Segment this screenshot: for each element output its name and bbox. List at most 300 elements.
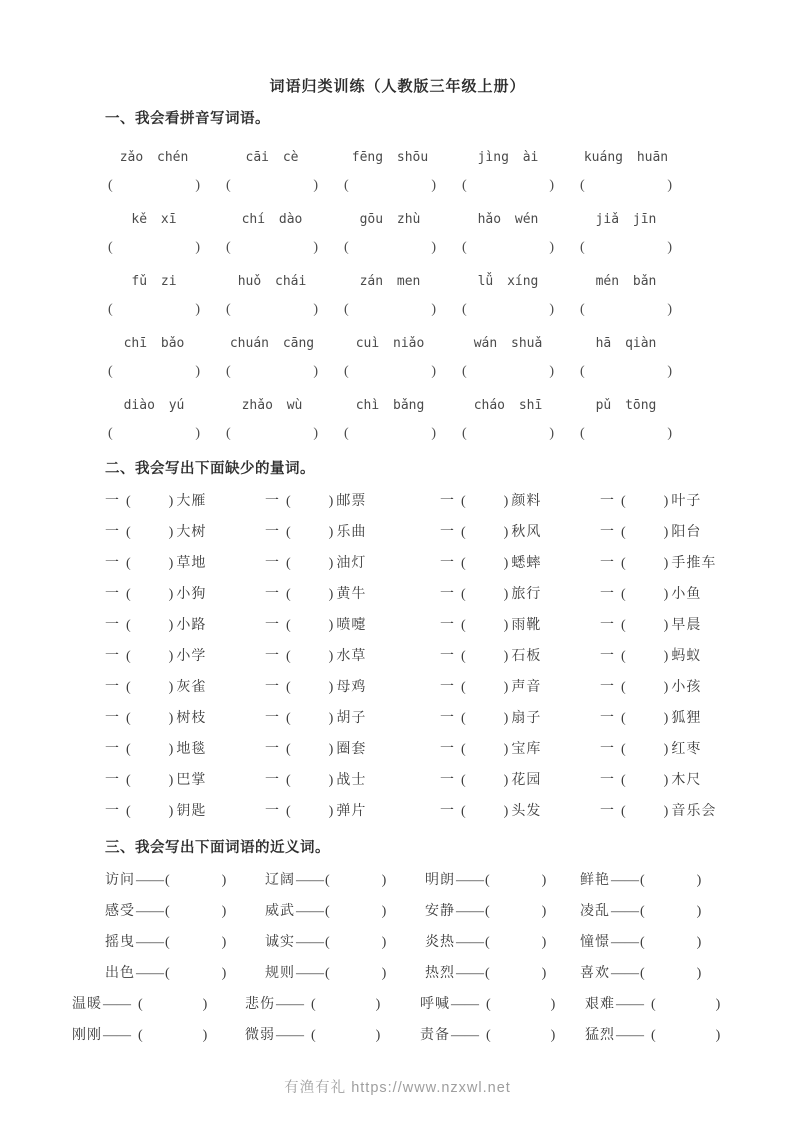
paren-close: ) (381, 935, 387, 950)
noun-label: 战士 (336, 773, 367, 788)
paren-open: ( (311, 1028, 316, 1043)
answer-blank (126, 523, 173, 543)
paren-open: ( (461, 742, 466, 757)
paren-open: ( (138, 997, 143, 1012)
blank-row (72, 176, 723, 196)
paren-close: ) (503, 525, 509, 540)
paren-close: ) (221, 873, 227, 888)
paren-open: ( (311, 997, 316, 1012)
noun-label: 阳台 (671, 525, 702, 540)
paren-open: ( (640, 904, 645, 919)
dash: —— (276, 997, 304, 1012)
paren-open: ( (226, 364, 231, 379)
answer-blank (126, 678, 173, 698)
paren-open: ( (286, 649, 291, 664)
one-prefix: 一 (265, 494, 279, 509)
one-prefix: 一 (105, 680, 119, 695)
noun-label: 颜料 (511, 494, 542, 509)
word-label: 安静 (425, 904, 455, 919)
paren-close: ) (715, 997, 721, 1012)
paren-open: ( (621, 556, 626, 571)
one-prefix: 一 (440, 680, 454, 695)
pinyin-row-pair (72, 272, 723, 320)
paren-close: ) (541, 935, 547, 950)
dash: —— (451, 1028, 479, 1043)
measure-word-item (105, 523, 265, 543)
answer-blank (621, 523, 668, 543)
paren-open: ( (325, 873, 330, 888)
section3-heading: 三、我会写出下面词语的近义词。 (105, 840, 330, 856)
word-label: 摇曳 (105, 935, 135, 950)
paren-open: ( (486, 997, 491, 1012)
one-prefix: 一 (265, 556, 279, 571)
noun-label: 胡子 (336, 711, 367, 726)
measure-word-row (72, 523, 723, 543)
one-prefix: 一 (265, 742, 279, 757)
one-prefix: 一 (105, 618, 119, 633)
one-prefix: 一 (265, 804, 279, 819)
paren-open: ( (651, 997, 656, 1012)
answer-blank (580, 176, 672, 196)
answer-blank (344, 238, 436, 258)
noun-label: 声音 (511, 680, 542, 695)
dash: —— (296, 873, 324, 888)
paren-close: ) (715, 1028, 721, 1043)
synonym-item (245, 995, 420, 1015)
pinyin-word: huǒ chái (237, 274, 307, 289)
measure-word-item (440, 740, 600, 760)
noun-label: 宝库 (511, 742, 542, 757)
dash: —— (456, 904, 484, 919)
paren-open: ( (621, 680, 626, 695)
one-prefix: 一 (440, 711, 454, 726)
paren-open: ( (485, 935, 490, 950)
word-label: 猛烈 (585, 1028, 615, 1043)
paren-open: ( (485, 904, 490, 919)
noun-label: 黄牛 (336, 587, 367, 602)
answer-blank (621, 554, 668, 574)
paren-close: ) (503, 680, 509, 695)
paren-close: ) (381, 904, 387, 919)
paren-open: ( (226, 302, 231, 317)
answer-blank (165, 902, 226, 922)
page-title: 词语归类训练（人教版三年级上册） (269, 79, 526, 95)
dash: —— (136, 904, 164, 919)
synonym-item (420, 995, 585, 1015)
measure-word-item (440, 523, 600, 543)
paren-close: ) (663, 649, 669, 664)
synonym-item (105, 902, 265, 922)
answer-blank (461, 740, 508, 760)
pinyin-word: kě xī (131, 212, 177, 227)
answer-blank (286, 771, 333, 791)
paren-open: ( (580, 240, 585, 255)
answer-blank (621, 771, 668, 791)
noun-label: 蟋蟀 (511, 556, 542, 571)
one-prefix: 一 (440, 649, 454, 664)
answer-blank (580, 424, 672, 444)
word-label: 访问 (105, 873, 135, 888)
synonym-item (265, 933, 425, 953)
paren-close: ) (663, 587, 669, 602)
paren-close: ) (431, 302, 436, 317)
paren-close: ) (550, 1028, 556, 1043)
measure-word-row (72, 647, 723, 667)
noun-label: 草地 (176, 556, 207, 571)
blank-row (72, 238, 723, 258)
word-label: 规则 (265, 966, 295, 981)
paren-close: ) (168, 587, 174, 602)
answer-blank (344, 424, 436, 444)
answer-blank (126, 554, 173, 574)
noun-label: 音乐会 (671, 804, 717, 819)
paren-close: ) (663, 525, 669, 540)
paren-close: ) (541, 966, 547, 981)
measure-word-item (105, 802, 265, 822)
pinyin-row-pair (72, 210, 723, 258)
measure-word-item (440, 585, 600, 605)
pinyin-word: chī bǎo (123, 336, 185, 351)
answer-blank (461, 492, 508, 512)
answer-blank (621, 585, 668, 605)
noun-label: 红枣 (671, 742, 702, 757)
paren-open: ( (621, 773, 626, 788)
paren-close: ) (221, 904, 227, 919)
noun-label: 头发 (511, 804, 542, 819)
paren-open: ( (485, 873, 490, 888)
paren-close: ) (195, 302, 200, 317)
answer-blank (108, 424, 200, 444)
answer-blank (132, 995, 207, 1015)
answer-blank (485, 964, 546, 984)
answer-blank (165, 964, 226, 984)
measure-word-item (440, 554, 600, 574)
word-label: 辽阔 (265, 873, 295, 888)
paren-open: ( (286, 742, 291, 757)
measure-word-item (265, 647, 440, 667)
measure-word-item (105, 678, 265, 698)
pinyin-word: jiǎ jīn (595, 212, 657, 227)
paren-close: ) (168, 711, 174, 726)
measure-word-item (440, 771, 600, 791)
measure-word-item (105, 740, 265, 760)
measure-word-item (600, 678, 723, 698)
paren-close: ) (328, 680, 334, 695)
paren-open: ( (108, 302, 113, 317)
paren-open: ( (621, 711, 626, 726)
paren-close: ) (503, 804, 509, 819)
one-prefix: 一 (265, 711, 279, 726)
paren-open: ( (226, 178, 231, 193)
measure-word-row (72, 771, 723, 791)
paren-open: ( (485, 966, 490, 981)
synonym-item (580, 902, 723, 922)
dash: —— (611, 966, 639, 981)
paren-close: ) (667, 302, 672, 317)
pinyin-row-pair (72, 148, 723, 196)
one-prefix: 一 (105, 525, 119, 540)
pinyin-row (72, 148, 723, 168)
word-label: 威武 (265, 904, 295, 919)
paren-close: ) (195, 240, 200, 255)
paren-close: ) (549, 240, 554, 255)
answer-blank (226, 238, 318, 258)
dash: —— (611, 873, 639, 888)
dash: —— (136, 935, 164, 950)
paren-open: ( (165, 935, 170, 950)
noun-label: 扇子 (511, 711, 542, 726)
paren-close: ) (328, 773, 334, 788)
measure-word-item (440, 492, 600, 512)
paren-open: ( (286, 711, 291, 726)
synonym-item (585, 1026, 723, 1046)
measure-word-item (265, 771, 440, 791)
paren-close: ) (503, 773, 509, 788)
answer-blank (462, 424, 554, 444)
measure-word-item (105, 771, 265, 791)
answer-blank (108, 176, 200, 196)
measure-word-item (440, 647, 600, 667)
measure-word-item (440, 678, 600, 698)
paren-close: ) (663, 742, 669, 757)
paren-close: ) (663, 618, 669, 633)
one-prefix: 一 (440, 618, 454, 633)
answer-blank (165, 871, 226, 891)
paren-open: ( (461, 618, 466, 633)
measure-word-item (105, 585, 265, 605)
dash: —— (451, 997, 479, 1012)
paren-open: ( (461, 804, 466, 819)
answer-blank (226, 424, 318, 444)
paren-open: ( (286, 556, 291, 571)
one-prefix: 一 (265, 649, 279, 664)
paren-close: ) (328, 711, 334, 726)
paren-close: ) (328, 525, 334, 540)
paren-close: ) (202, 1028, 208, 1043)
section1-heading: 一、我会看拼音写词语。 (105, 111, 270, 127)
answer-blank (108, 362, 200, 382)
pinyin-row-pair (72, 334, 723, 382)
word-label: 出色 (105, 966, 135, 981)
answer-blank (126, 492, 173, 512)
measure-word-item (600, 709, 723, 729)
pinyin-word: kuáng huān (583, 150, 669, 165)
answer-blank (286, 616, 333, 636)
measure-word-item (600, 802, 723, 822)
pinyin-word: chí dào (241, 212, 303, 227)
paren-close: ) (168, 649, 174, 664)
paren-open: ( (126, 680, 131, 695)
one-prefix: 一 (440, 773, 454, 788)
dash: —— (296, 904, 324, 919)
answer-blank (462, 238, 554, 258)
pinyin-word: fēng shōu (351, 150, 429, 165)
measure-word-item (105, 554, 265, 574)
synonym-item (72, 995, 245, 1015)
section2-heading: 二、我会写出下面缺少的量词。 (105, 461, 315, 477)
pinyin-word: diào yú (123, 398, 185, 413)
answer-blank (461, 647, 508, 667)
paren-open: ( (108, 426, 113, 441)
word-label: 诚实 (265, 935, 295, 950)
paren-open: ( (580, 302, 585, 317)
pinyin-row (72, 396, 723, 416)
paren-open: ( (462, 240, 467, 255)
synonym-row (72, 933, 723, 953)
answer-blank (126, 585, 173, 605)
answer-blank (325, 933, 386, 953)
noun-label: 喷嚏 (336, 618, 367, 633)
paren-open: ( (640, 873, 645, 888)
synonym-item (265, 964, 425, 984)
answer-blank (640, 902, 701, 922)
synonym-item (425, 871, 580, 891)
paren-close: ) (195, 426, 200, 441)
paren-open: ( (461, 587, 466, 602)
pinyin-word: pǔ tōng (595, 398, 657, 413)
answer-blank (621, 802, 668, 822)
paren-close: ) (195, 364, 200, 379)
paren-open: ( (640, 966, 645, 981)
answer-blank (461, 678, 508, 698)
pinyin-row (72, 210, 723, 230)
noun-label: 油灯 (336, 556, 367, 571)
one-prefix: 一 (600, 587, 614, 602)
word-label: 炎热 (425, 935, 455, 950)
answer-blank (461, 585, 508, 605)
paren-open: ( (580, 426, 585, 441)
noun-label: 叶子 (671, 494, 702, 509)
paren-close: ) (663, 804, 669, 819)
pinyin-word: gōu zhù (359, 212, 421, 227)
synonym-row (72, 1026, 723, 1046)
paren-open: ( (621, 742, 626, 757)
paren-open: ( (126, 773, 131, 788)
word-label: 责备 (420, 1028, 450, 1043)
pinyin-word: zhǎo wù (241, 398, 303, 413)
word-label: 鲜艳 (580, 873, 610, 888)
paren-open: ( (461, 494, 466, 509)
answer-blank (226, 300, 318, 320)
pinyin-word: mén bǎn (595, 274, 657, 289)
noun-label: 小孩 (671, 680, 702, 695)
one-prefix: 一 (440, 525, 454, 540)
dash: —— (136, 966, 164, 981)
measure-word-item (265, 523, 440, 543)
paren-open: ( (325, 966, 330, 981)
word-label: 感受 (105, 904, 135, 919)
answer-blank (485, 902, 546, 922)
answer-blank (286, 740, 333, 760)
answer-blank (461, 709, 508, 729)
paren-close: ) (313, 302, 318, 317)
noun-label: 小路 (176, 618, 207, 633)
paren-close: ) (549, 302, 554, 317)
paren-close: ) (663, 556, 669, 571)
pinyin-word: chuán cāng (229, 336, 315, 351)
paren-open: ( (286, 587, 291, 602)
answer-blank (640, 964, 701, 984)
paren-close: ) (195, 178, 200, 193)
answer-blank (621, 709, 668, 729)
measure-word-item (105, 616, 265, 636)
noun-label: 弹片 (336, 804, 367, 819)
paren-close: ) (328, 618, 334, 633)
one-prefix: 一 (600, 494, 614, 509)
blank-row (72, 362, 723, 382)
paren-close: ) (663, 494, 669, 509)
one-prefix: 一 (600, 742, 614, 757)
paren-open: ( (286, 773, 291, 788)
answer-blank (462, 176, 554, 196)
paren-close: ) (168, 742, 174, 757)
answer-blank (286, 523, 333, 543)
answer-blank (344, 362, 436, 382)
paren-open: ( (344, 426, 349, 441)
noun-label: 石板 (511, 649, 542, 664)
answer-blank (126, 740, 173, 760)
paren-open: ( (462, 178, 467, 193)
answer-blank (286, 492, 333, 512)
noun-label: 大雁 (176, 494, 207, 509)
paren-close: ) (550, 997, 556, 1012)
answer-blank (621, 647, 668, 667)
measure-word-row (72, 740, 723, 760)
answer-blank (286, 802, 333, 822)
answer-blank (108, 300, 200, 320)
noun-label: 母鸡 (336, 680, 367, 695)
paren-open: ( (126, 649, 131, 664)
one-prefix: 一 (265, 525, 279, 540)
one-prefix: 一 (105, 494, 119, 509)
dash: —— (456, 966, 484, 981)
paren-close: ) (503, 649, 509, 664)
paren-close: ) (503, 618, 509, 633)
synonym-item (105, 933, 265, 953)
measure-word-item (440, 709, 600, 729)
answer-blank (640, 871, 701, 891)
synonym-item (585, 995, 723, 1015)
paren-open: ( (621, 587, 626, 602)
one-prefix: 一 (265, 618, 279, 633)
pinyin-row-pair (72, 396, 723, 444)
answer-blank (645, 1026, 720, 1046)
pinyin-word: zán men (359, 274, 421, 289)
paren-close: ) (431, 426, 436, 441)
measure-word-item (265, 585, 440, 605)
measure-word-item (105, 647, 265, 667)
noun-label: 邮票 (336, 494, 367, 509)
word-label: 艰难 (585, 997, 615, 1012)
paren-close: ) (549, 364, 554, 379)
pinyin-word: hā qiàn (595, 336, 657, 351)
pinyin-word: cuì niǎo (355, 336, 425, 351)
answer-blank (286, 647, 333, 667)
pinyin-word: wán shuǎ (473, 336, 543, 351)
synonym-item (425, 933, 580, 953)
one-prefix: 一 (105, 649, 119, 664)
paren-close: ) (168, 804, 174, 819)
paren-close: ) (663, 773, 669, 788)
one-prefix: 一 (600, 618, 614, 633)
paren-close: ) (202, 997, 208, 1012)
paren-close: ) (549, 426, 554, 441)
dash: —— (103, 1028, 131, 1043)
one-prefix: 一 (265, 587, 279, 602)
measure-word-row (72, 709, 723, 729)
synonym-item (105, 871, 265, 891)
answer-blank (344, 300, 436, 320)
